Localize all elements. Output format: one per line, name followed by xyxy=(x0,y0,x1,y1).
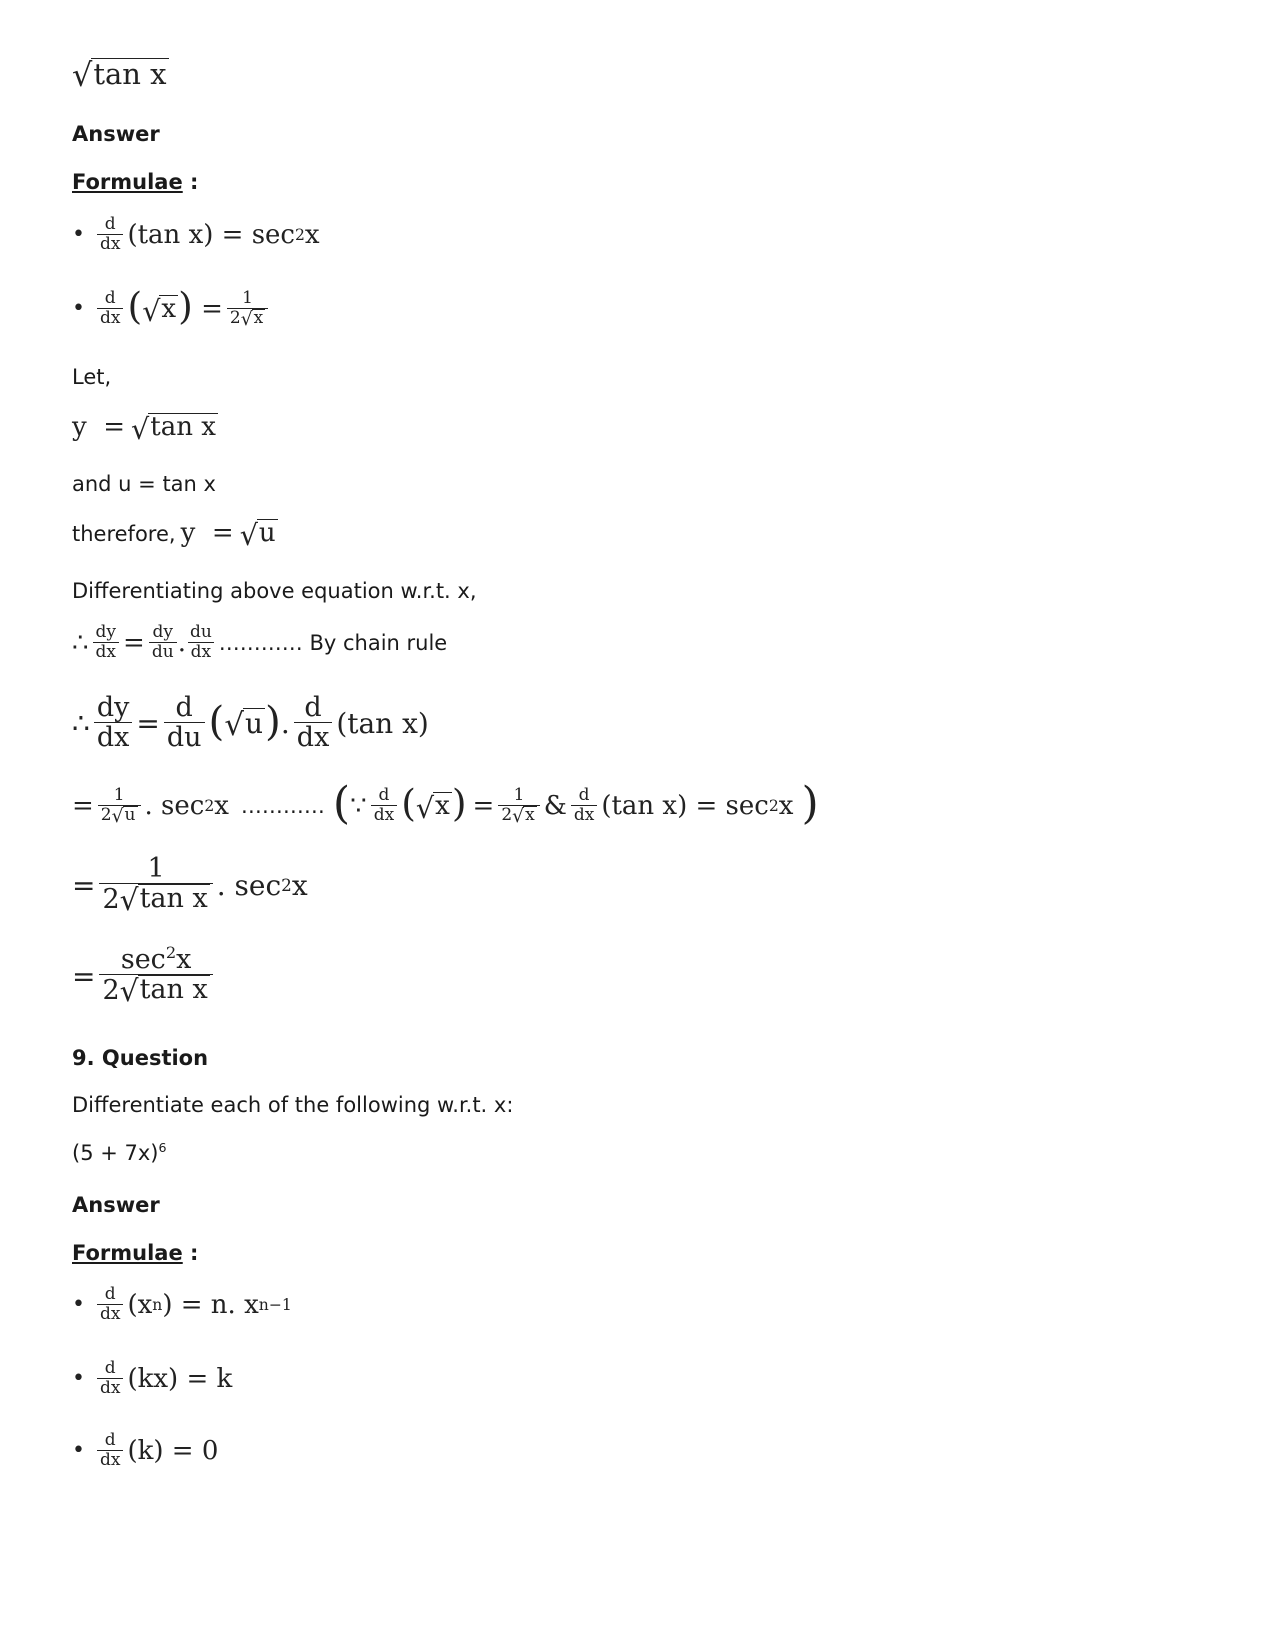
q8-expression xyxy=(72,56,169,94)
formula-derivative-tan: • $\frac{d}{dx}$ (tan x) = sec 2 x xyxy=(72,214,320,254)
bullet-icon: • xyxy=(72,1366,85,1392)
formula-power-rule: • $\frac{d}{dx}$ (x n ) = n. x n−1 xyxy=(72,1284,292,1324)
u-definition: and u = tan x xyxy=(72,472,216,496)
bullet-icon: • xyxy=(72,222,85,248)
answer-heading-q9: Answer xyxy=(72,1193,160,1217)
question-9-expression: $(5 + 7x)^6$ xyxy=(72,1140,167,1165)
formula-constant-multiple: • $\frac{d}{dx}$ (kx) = k xyxy=(72,1358,233,1398)
sqrt-radical: √ tan x xyxy=(72,56,167,94)
therefore-line: therefore, y = √ u xyxy=(72,517,276,552)
formula-derivative-sqrt: • $\frac{d}{dx}$ ( √ x ) = 1 2 √ x xyxy=(72,290,272,328)
step-2: = 1 2 √ u . sec 2 x ………… ( ∵ $\frac{d}{dx}$ ( √ x ) = 1 2 √ x & $\frac{d}{dx}$ (tan x) = sec 2 x ) xyxy=(72,778,819,829)
question-9-instruction: Differentiate each of the following w.r.t. x: xyxy=(72,1093,514,1117)
formulae-heading: Formulae : xyxy=(72,170,199,194)
differentiating-text: Differentiating above equation w.r.t. x, xyxy=(72,579,477,603)
bullet-icon: • xyxy=(72,1292,85,1318)
bullet-icon: • xyxy=(72,296,85,322)
step-1: ∴ $\frac{dy}{dx}$ = $\frac{d}{du}$ ( √ u ) . $\frac{d}{dx}$ (tan x) xyxy=(72,692,429,754)
step-4: = $\sec^2x$ 2 √ tan x xyxy=(72,946,217,1006)
y-definition: y = √ tan x xyxy=(72,411,216,446)
chain-rule-line: ∴ $\frac{dy}{dx}$ = $\frac{dy}{du}$ . $\frac{du}{dx}$ ………… By chain rule xyxy=(72,622,448,662)
bullet-icon: • xyxy=(72,1438,85,1464)
step-3: = 1 2 √ tan x . sec 2 x xyxy=(72,853,308,919)
formula-constant: • $\frac{d}{dx}$ (k) = 0 xyxy=(72,1430,219,1470)
let-text: Let, xyxy=(72,365,112,389)
question-9-heading: 9. Question xyxy=(72,1046,209,1070)
formulae-heading-q9: Formulae : xyxy=(72,1241,199,1265)
answer-heading: Answer xyxy=(72,122,160,146)
